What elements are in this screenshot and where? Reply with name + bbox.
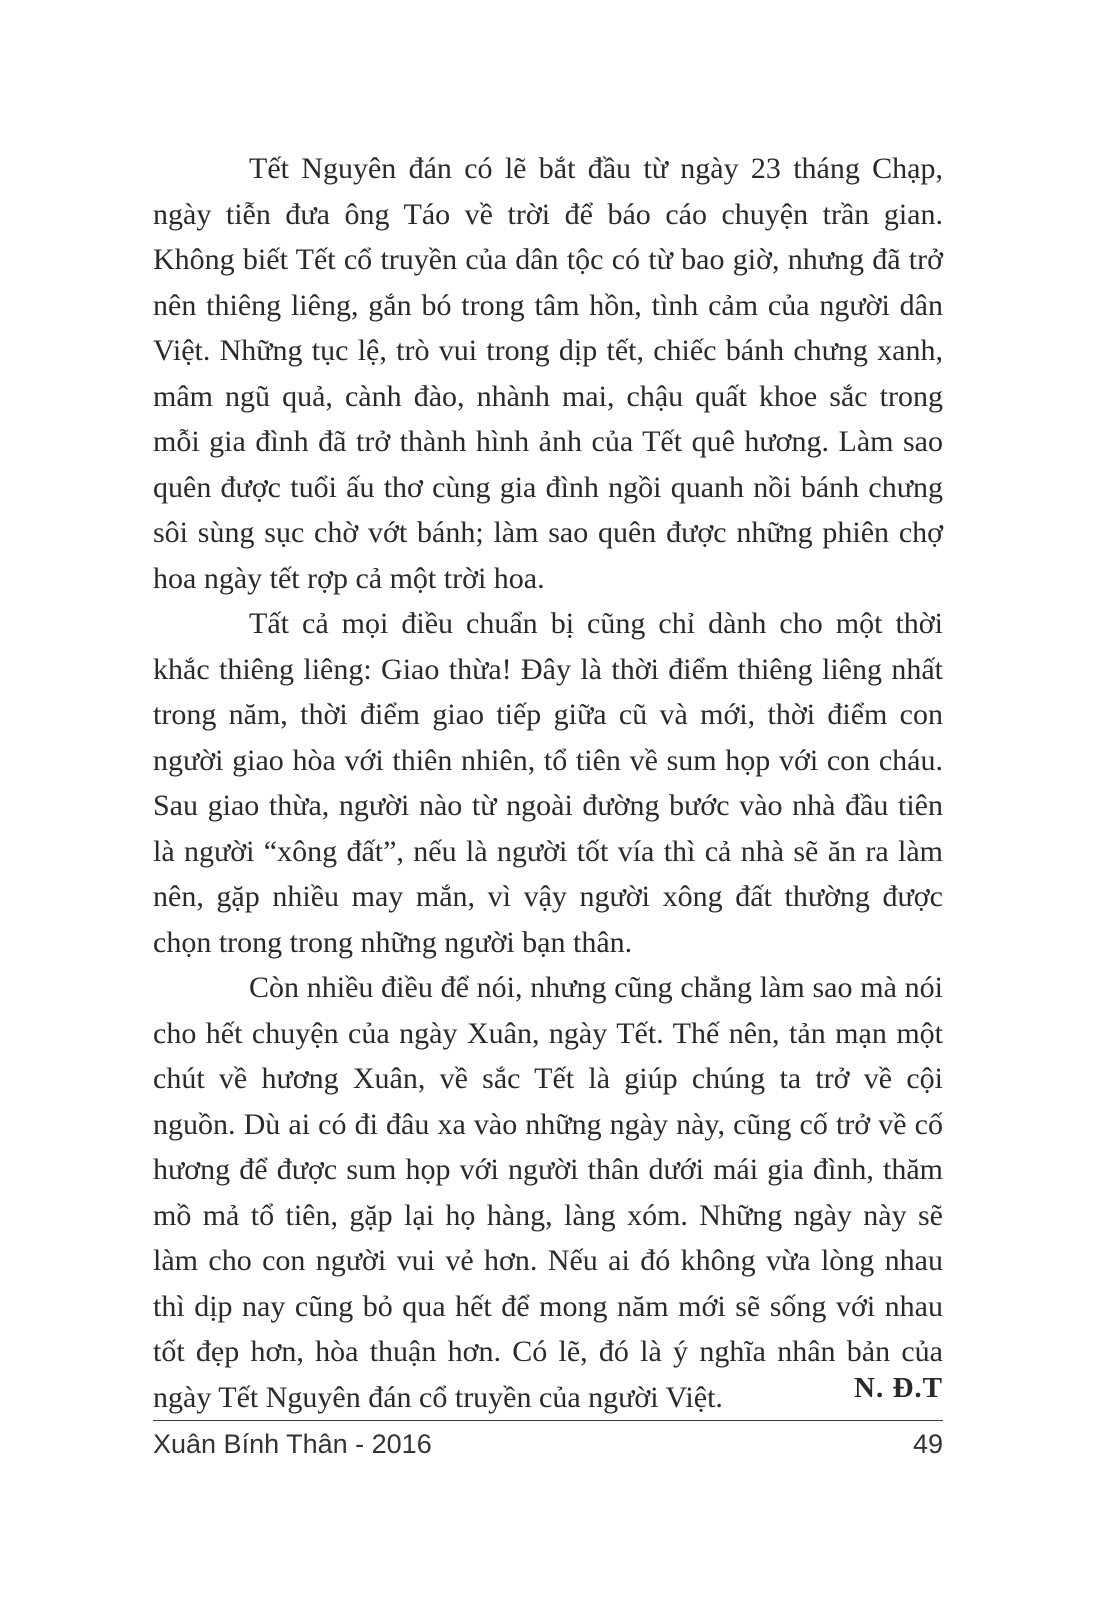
- article-body: [153, 146, 943, 1420]
- footer-page-number: 49: [912, 1429, 943, 1459]
- paragraph-3: Còn nhiều điều để nói, nhưng cũng chẳng làm sao mà nói cho hết chuyện của ngày Xuân, ngày Tết. Thế nên, tản mạn một chút về hương Xuân, về sắc Tết là giúp chúng ta trở về cội nguồn. Dù ai có đi đâu xa vào những ngày này, cũng cố trở về cố hương để được sum họp với người thân dưới mái gia đình, thăm mồ mả tổ tiên, gặp lại họ hàng, làng xóm. Những ngày này sẽ làm cho con người vui vẻ hơn. Nếu ai đó không vừa lòng nhau thì dịp nay cũng bỏ qua hết để mong năm mới sẽ sống với nhau tốt đẹp hơn, hòa thuận hơn. Có lẽ, đó là ý nghĩa nhân bản của ngày Tết Nguyên đán cổ truyền của người Việt.: [153, 971, 943, 1414]
- footer-divider: [153, 1420, 943, 1421]
- footer-publication-title: Xuân Bính Thân - 2016: [153, 1429, 432, 1459]
- author-signature: N. Đ.T: [854, 1372, 943, 1404]
- paragraph-1: Tết Nguyên đán có lẽ bắt đầu từ ngày 23 tháng Chạp, ngày tiễn đưa ông Táo về trời để báo cáo chuyện trần gian. Không biết Tết cổ truyền của dân tộc có từ bao giờ, nhưng đã trở nên thiêng liêng, gắn bó trong tâm hồn, tình cảm của người dân Việt. Những tục lệ, trò vui trong dịp tết, chiếc bánh chưng xanh, mâm ngũ quả, cành đào, nhành mai, chậu quất khoe sắc trong mỗi gia đình đã trở thành hình ảnh của Tết quê hương. Làm sao quên được tuổi ấu thơ cùng gia đình ngồi quanh nồi bánh chưng sôi sùng sục chờ vớt bánh; làm sao quên được những phiên chợ hoa ngày tết rợp cả một trời hoa.: [153, 152, 943, 595]
- paragraph-2: Tất cả mọi điều chuẩn bị cũng chỉ dành cho một thời khắc thiêng liêng: Giao thừa! Đây là thời điểm thiêng liêng nhất trong năm, thời điểm giao tiếp giữa cũ và mới, thời điểm con người giao hòa với thiên nhiên, tổ tiên về sum họp với con cháu. Sau giao thừa, người nào từ ngoài đường bước vào nhà đầu tiên là người “xông đất”, nếu là người tốt vía thì cả nhà sẽ ăn ra làm nên, gặp nhiều may mắn, vì vậy người xông đất thường được chọn trong trong những người bạn thân.: [153, 607, 943, 959]
